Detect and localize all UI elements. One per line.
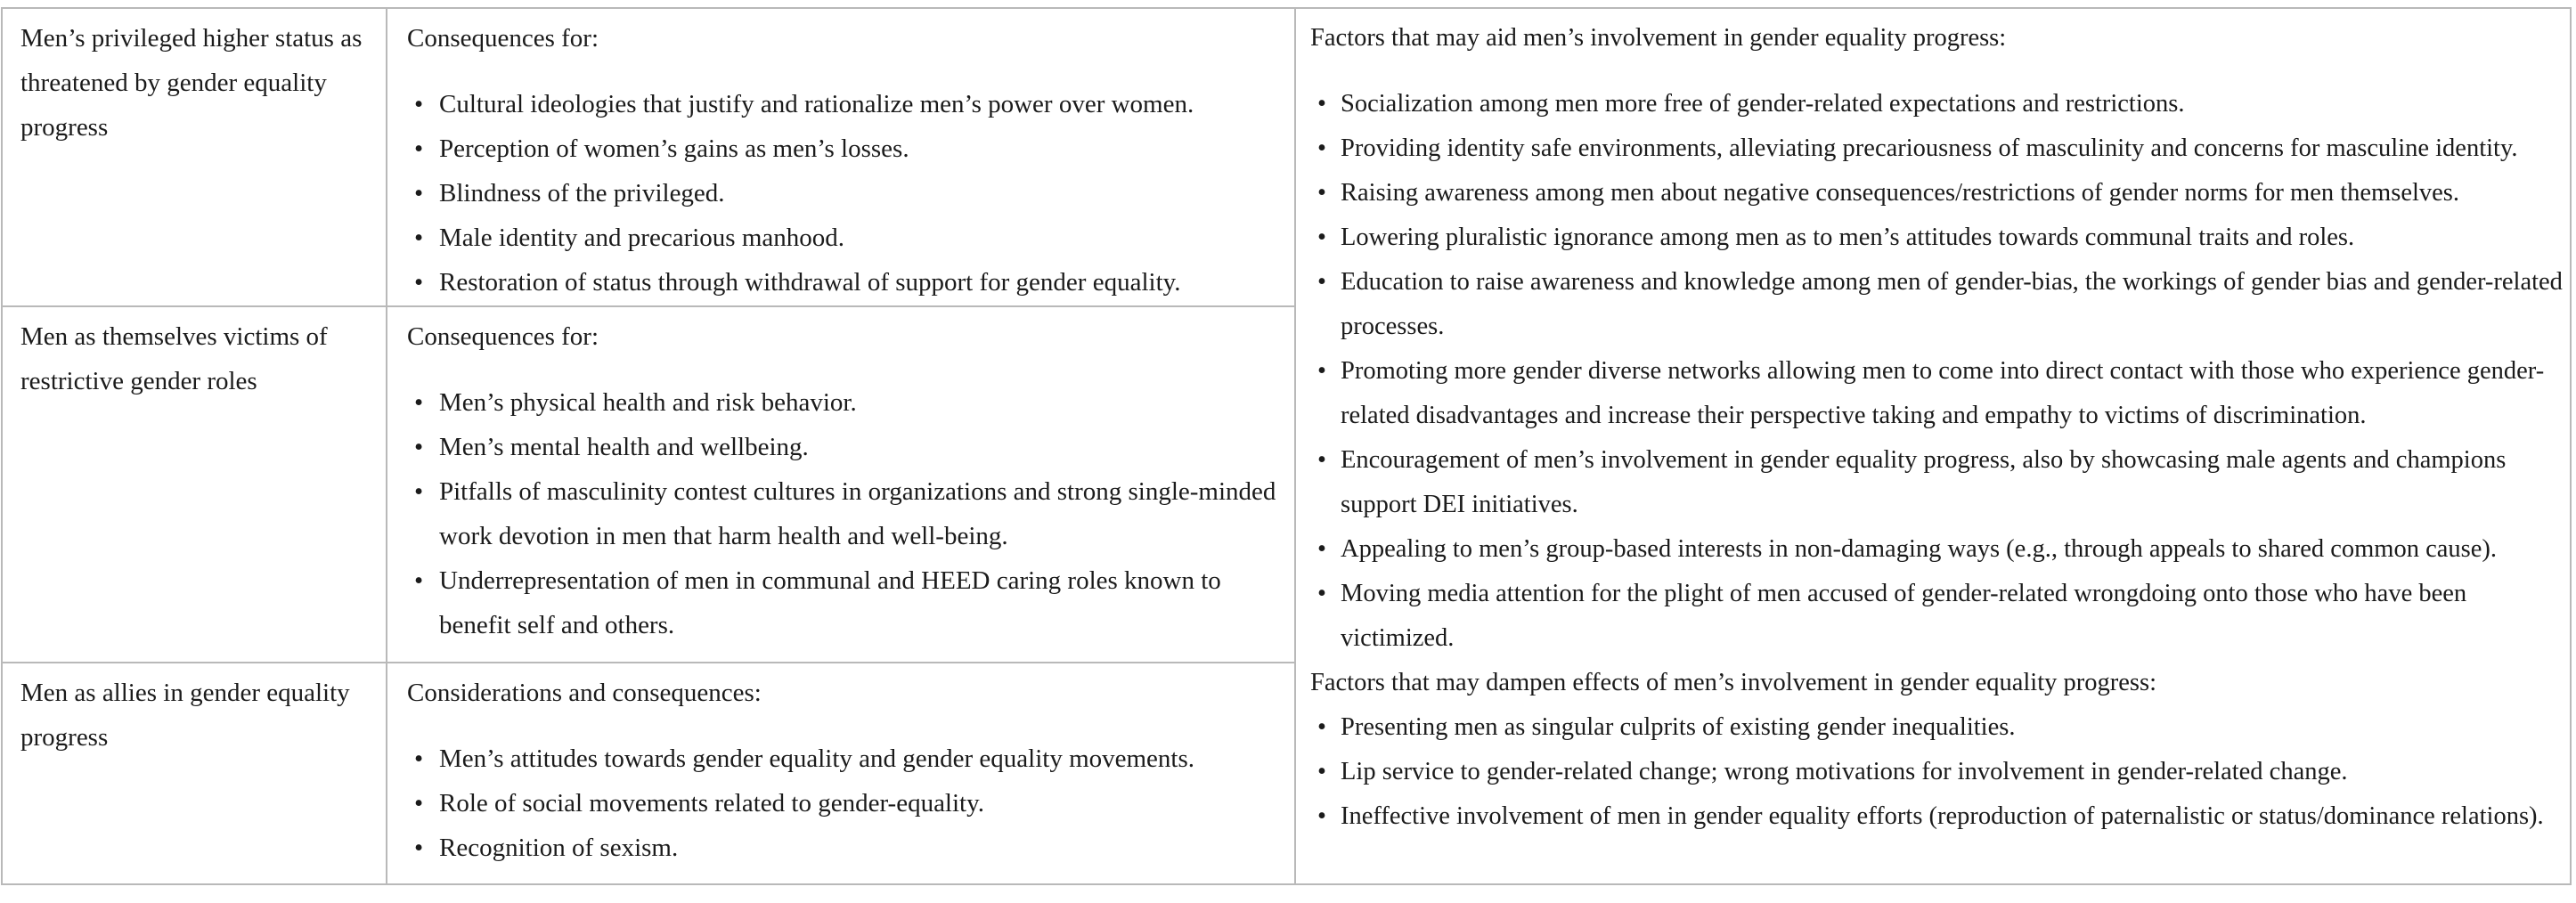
list-item (1310, 794, 2570, 839)
bullet-icon: • (414, 566, 424, 595)
list-item-text: Appealing to men’s group-based interests in non-damaging ways (e.g., through appeals to shared common cause). (1341, 535, 2498, 563)
list-item-text: Men’s attitudes towards gender equality and gender equality movements. (439, 744, 1195, 773)
bullet-icon: • (1317, 446, 1326, 474)
row-label-cell-privileged-status (3, 9, 387, 307)
list-item-text: Role of social movements related to gender-equality. (439, 789, 984, 818)
factors-cell (1296, 9, 2570, 883)
list-item (1310, 216, 2570, 260)
list-item-text: Socialization among men more free of gender-related expectations and restrictions. (1341, 90, 2185, 118)
factors-aid-heading: Factors that may aid men’s involvement in gender equality progress: (1310, 24, 2007, 52)
list-item (407, 126, 1282, 171)
bullet-icon: • (414, 134, 424, 163)
list-item-text: Men’s physical health and risk behavior. (439, 388, 857, 417)
row-label: Men as allies in gender equality progress (20, 679, 350, 752)
bullet-icon: • (1317, 357, 1326, 385)
list-item (407, 781, 1282, 826)
list-item (407, 558, 1282, 647)
bullet-icon: • (414, 477, 424, 506)
list-item (407, 216, 1282, 260)
bullet-icon: • (414, 268, 424, 297)
consequences-cell-allies (387, 663, 1296, 883)
list-item-text: Lowering pluralistic ignorance among men as to men’s attitudes towards communal traits and roles. (1341, 224, 2355, 251)
list-item (1310, 438, 2570, 527)
bullet-icon: • (1317, 179, 1326, 207)
bullet-icon: • (414, 433, 424, 461)
list-item-text: Encouragement of men’s involvement in gender equality progress, also by showcasing male agents and champions support DEI initiatives. (1341, 446, 2507, 518)
bullet-icon: • (1317, 535, 1326, 563)
themes-factors-table (1, 7, 2572, 885)
consequences-list (407, 380, 1282, 647)
row-label: Men’s privileged higher status as threatened by gender equality progress (20, 24, 363, 142)
bullet-icon: • (1317, 224, 1326, 251)
bullet-icon: • (414, 744, 424, 773)
list-item-text: Promoting more gender diverse networks allowing men to come into direct contact with those who experience gender-related disadvantages and increase their perspective taking and empathy to victims of discrimination. (1341, 357, 2545, 429)
cell-heading: Consequences for: (407, 322, 599, 351)
factors-dampen-list (1310, 705, 2570, 839)
consequences-list (407, 736, 1282, 870)
list-item (1310, 260, 2570, 349)
bullet-icon: • (414, 179, 424, 207)
list-item-text: Male identity and precarious manhood. (439, 224, 845, 252)
list-item (407, 380, 1282, 425)
bullet-icon: • (1317, 713, 1326, 741)
list-item-text: Perception of women’s gains as men’s losses. (439, 134, 909, 163)
bullet-icon: • (1317, 268, 1326, 296)
list-item-text: Recognition of sexism. (439, 834, 679, 862)
list-item-text: Cultural ideologies that justify and rationalize men’s power over women. (439, 90, 1194, 118)
list-item-text: Pitfalls of masculinity contest cultures in organizations and strong single-minded work devotion in men that harm health and well-being. (439, 477, 1276, 550)
list-item (407, 82, 1282, 126)
cell-heading: Considerations and consequences: (407, 679, 762, 707)
list-item (407, 736, 1282, 781)
bullet-icon: • (1317, 802, 1326, 830)
list-item-text: Education to raise awareness and knowledge among men of gender-bias, the workings of gender bias and gender-related processes. (1341, 268, 2563, 340)
list-item-text: Moving media attention for the plight of men accused of gender-related wrongdoing onto those who have been victimized. (1341, 580, 2467, 652)
list-item-text: Presenting men as singular culprits of existing gender inequalities. (1341, 713, 2016, 741)
consequences-list (407, 82, 1282, 305)
list-item (1310, 750, 2570, 794)
list-item (1310, 126, 2570, 171)
list-item-text: Raising awareness among men about negative consequences/restrictions of gender norms for men themselves. (1341, 179, 2460, 207)
list-item (1310, 82, 2570, 126)
factors-aid-list (1310, 82, 2570, 661)
list-item-text: Underrepresentation of men in communal and HEED caring roles known to benefit self and others. (439, 566, 1221, 639)
list-item-text: Ineffective involvement of men in gender equality efforts (reproduction of paternalistic or status/dominance relations). (1341, 802, 2544, 830)
factors-dampen-heading: Factors that may dampen effects of men’s involvement in gender equality progress: (1310, 669, 2157, 696)
row-label-cell-victims (3, 307, 387, 663)
bullet-icon: • (414, 224, 424, 252)
list-item (1310, 349, 2570, 438)
bullet-icon: • (414, 388, 424, 417)
list-item (1310, 572, 2570, 661)
list-item-text: Restoration of status through withdrawal of support for gender equality. (439, 268, 1181, 297)
list-item (1310, 527, 2570, 572)
list-item-text: Lip service to gender-related change; wrong motivations for involvement in gender-related change. (1341, 758, 2348, 785)
list-item (1310, 171, 2570, 216)
bullet-icon: • (1317, 134, 1326, 162)
list-item (407, 171, 1282, 216)
bullet-icon: • (1317, 580, 1326, 607)
bullet-icon: • (414, 90, 424, 118)
bullet-icon: • (1317, 758, 1326, 785)
list-item-text: Men’s mental health and wellbeing. (439, 433, 809, 461)
row-label: Men as themselves victims of restrictive gender roles (20, 322, 328, 395)
list-item (407, 826, 1282, 870)
list-item (407, 425, 1282, 469)
bullet-icon: • (1317, 90, 1326, 118)
list-item-text: Providing identity safe environments, alleviating precariousness of masculinity and concerns for masculine identity. (1341, 134, 2518, 162)
cell-heading: Consequences for: (407, 24, 599, 53)
list-item-text: Blindness of the privileged. (439, 179, 725, 207)
consequences-cell-privileged-status (387, 9, 1296, 307)
bullet-icon: • (414, 834, 424, 862)
list-item (407, 469, 1282, 558)
consequences-cell-victims (387, 307, 1296, 663)
list-item (407, 260, 1282, 305)
list-item (1310, 705, 2570, 750)
row-label-cell-allies (3, 663, 387, 883)
bullet-icon: • (414, 789, 424, 818)
